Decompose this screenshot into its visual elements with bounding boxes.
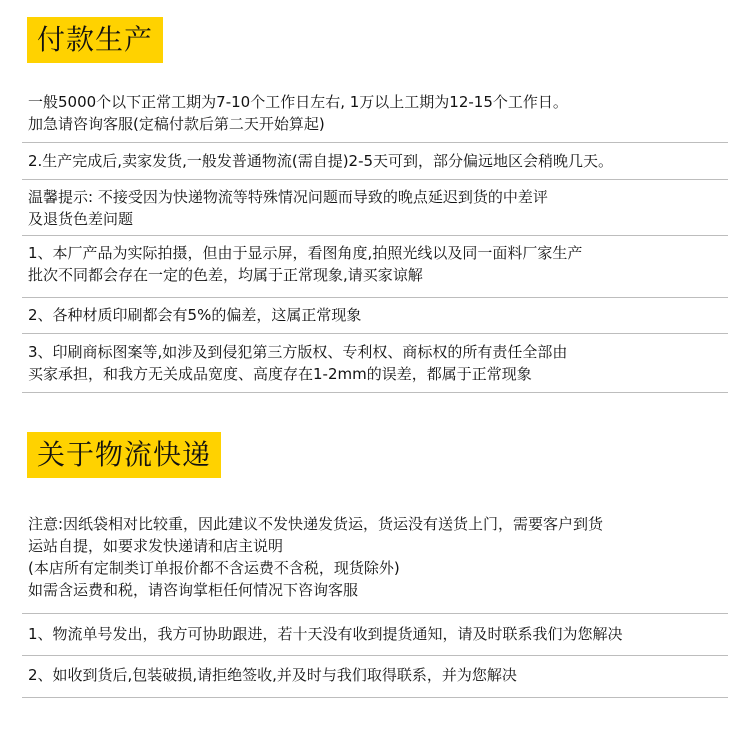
notice-line: 批次不同都会存在一定的色差，均属于正常现象,请买家谅解 bbox=[28, 266, 423, 284]
notice-line: 及退货色差问题 bbox=[28, 210, 134, 228]
notice-line: 2.生产完成后,卖家发货,一般发普通物流(需自提)2-5天可到，部分偏远地区会稍晚几天。 bbox=[28, 152, 614, 170]
divider bbox=[22, 235, 728, 236]
notice-item bbox=[28, 664, 722, 686]
notice-item bbox=[28, 304, 722, 326]
section-title-logistics: 关于物流快递 bbox=[27, 432, 221, 478]
notice-line: 一般5000个以下正常工期为7-10个工作日左右, 1万以上工期为12-15个工作日。 bbox=[28, 93, 568, 111]
notice-line: 买家承担，和我方无关成品宽度、高度存在1-2mm的误差，都属于正常现象 bbox=[28, 365, 532, 383]
divider bbox=[22, 655, 728, 656]
notice-line: 3、印刷商标图案等,如涉及到侵犯第三方版权、专利权、商标权的所有责任全部由 bbox=[28, 343, 568, 361]
notice-item bbox=[28, 242, 722, 286]
divider bbox=[22, 179, 728, 180]
notice-line: 加急请咨询客服(定稿付款后第二天开始算起) bbox=[28, 115, 325, 133]
notice-line: 运站自提，如要求发快递请和店主说明 bbox=[28, 537, 284, 555]
divider bbox=[22, 392, 728, 393]
notice-line: 2、各种材质印刷都会有5%的偏差，这属正常现象 bbox=[28, 306, 362, 324]
notice-line: 注意:因纸袋相对比较重，因此建议不发快递发货运，货运没有送货上门，需要客户到货 bbox=[28, 515, 604, 533]
notice-line: 如需含运费和税，请咨询掌柜任何情况下咨询客服 bbox=[28, 581, 359, 599]
section-title-payment-production: 付款生产 bbox=[27, 17, 163, 63]
notice-item bbox=[28, 91, 722, 135]
notice-item bbox=[28, 341, 722, 385]
notice-line: 2、如收到货后,包装破损,请拒绝签收,并及时与我们取得联系，并为您解决 bbox=[28, 666, 517, 684]
notice-item bbox=[28, 186, 722, 230]
divider bbox=[22, 333, 728, 334]
notice-item bbox=[28, 150, 722, 172]
notice-item bbox=[28, 513, 722, 601]
divider bbox=[22, 142, 728, 143]
notice-line: 1、本厂产品为实际拍摄，但由于显示屏，看图角度,拍照光线以及同一面料厂家生产 bbox=[28, 244, 583, 262]
divider bbox=[22, 297, 728, 298]
notice-line: 1、物流单号发出，我方可协助跟进，若十天没有收到提货通知，请及时联系我们为您解决 bbox=[28, 625, 623, 643]
notice-line: 温馨提示: 不接受因为快递物流等特殊情况问题而导致的晚点延迟到货的中差评 bbox=[28, 188, 548, 206]
divider bbox=[22, 697, 728, 698]
notice-item bbox=[28, 623, 722, 645]
divider bbox=[22, 613, 728, 614]
notice-line: (本店所有定制类订单报价都不含运费不含税，现货除外) bbox=[28, 559, 400, 577]
